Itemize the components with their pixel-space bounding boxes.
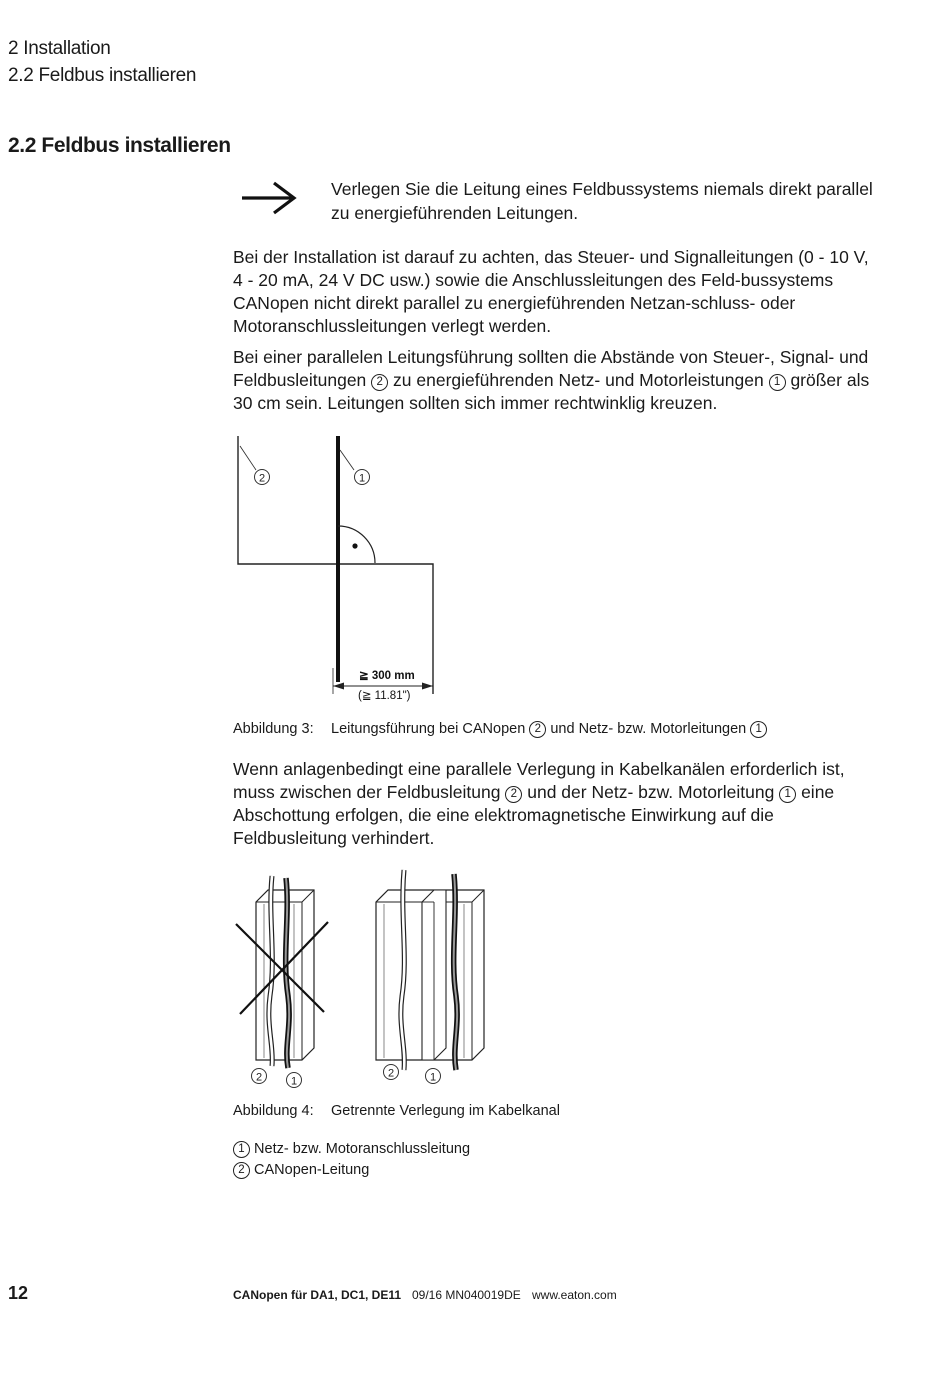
running-header-chapter: 2 Installation (8, 38, 111, 59)
paragraph-text: und der Netz- bzw. Motorleitung (527, 782, 775, 802)
figure-3-routing-diagram (228, 432, 448, 712)
paragraph-text: Wenn anlagenbedingt eine parallele Verlegung in Kabelkanälen erforderlich ist, muss zwischen der Feldbusleitung (233, 759, 845, 802)
marker-1: 1 (290, 1075, 298, 1088)
duct-correct (376, 870, 484, 1070)
marker-2: 2 (529, 721, 546, 738)
paragraph-installation: Bei der Installation ist darauf zu achten, das Steuer- und Signalleitungen (0 - 10 V, 4 - 20 mA, 24 V DC usw.) sowie die Anschlussleitungen des Feld-bussystems CANopen nicht direkt parallel zu energieführenden Netzan-schluss- oder Motoranschlussleitungen verlegt werden. (233, 247, 869, 336)
paragraph-cable-duct (233, 758, 883, 850)
caption-label: Abbildung 4: (233, 1103, 314, 1119)
paragraph-text: Bei einer parallelen Leitungsführung sollten die Abstände von Steuer-, Signal- und Feldbusleitungen (233, 347, 869, 390)
caption-text: und Netz- bzw. Motorleitungen (550, 721, 747, 737)
dimension-arrow-left (333, 683, 344, 690)
marker-1: 1 (779, 786, 796, 803)
marker-2: 2 (371, 374, 388, 391)
canopen-cable-line (238, 436, 433, 694)
marker-2: 2 (258, 472, 266, 485)
legend-item (233, 1162, 369, 1179)
footer-title: CANopen für DA1, DC1, DE11 (233, 1288, 402, 1302)
caption-text: Getrennte Verlegung im Kabelkanal (331, 1103, 560, 1119)
section-title: 2.2 Feldbus installieren (8, 134, 231, 157)
dimension-arrow-right (422, 683, 433, 690)
marker-2: 2 (255, 1071, 263, 1084)
paragraph-text: zu energieführenden Netz- und Motorleistungen (393, 370, 764, 390)
caption-text: Leitungsführung bei CANopen (331, 721, 526, 737)
caption-label: Abbildung 3: (233, 721, 314, 737)
footer-doc-id: 09/16 MN040019DE (412, 1288, 521, 1302)
figure-4-caption (233, 1103, 560, 1119)
legend-marker: 2 (233, 1162, 250, 1179)
marker-1: 1 (769, 374, 786, 391)
leader-line-1 (340, 450, 354, 470)
figure-3-caption (233, 721, 767, 738)
right-angle-dot (352, 543, 357, 548)
dimension-inch-label: (≧ 11.81") (358, 690, 411, 702)
dimension-mm-label: ≧ 300 mm (359, 670, 415, 682)
legend-text: CANopen-Leitung (254, 1162, 370, 1178)
footer-url: www.eaton.com (532, 1288, 617, 1302)
running-header-section: 2.2 Feldbus installieren (8, 65, 197, 86)
marker-1: 1 (750, 721, 767, 738)
paragraph-parallel-routing (233, 346, 883, 415)
legend-marker: 1 (233, 1141, 250, 1158)
marker-2: 2 (505, 786, 522, 803)
note-text: Verlegen Sie die Leitung eines Feldbussystems niemals direkt parallel zu energieführenden Leitungen. (331, 179, 873, 223)
arrow-right-icon (240, 180, 300, 216)
marker-2: 2 (387, 1067, 395, 1080)
page-number: 12 (8, 1283, 29, 1303)
paragraph-text: eine Abschottung erfolgen, die eine elektromagnetische Einwirkung auf die Feldbusleitung verhindert. (233, 782, 835, 848)
leader-line-2 (240, 446, 256, 470)
marker-1: 1 (358, 472, 366, 485)
paragraph-text: größer als 30 cm sein. Leitungen sollten sich immer rechtwinklig kreuzen. (233, 370, 870, 413)
figure-4-cable-duct-diagram (228, 866, 498, 1096)
duct-wrong (236, 876, 328, 1068)
legend-text: Netz- bzw. Motoranschlussleitung (254, 1141, 471, 1157)
marker-1: 1 (429, 1071, 437, 1084)
legend-item (233, 1141, 470, 1158)
